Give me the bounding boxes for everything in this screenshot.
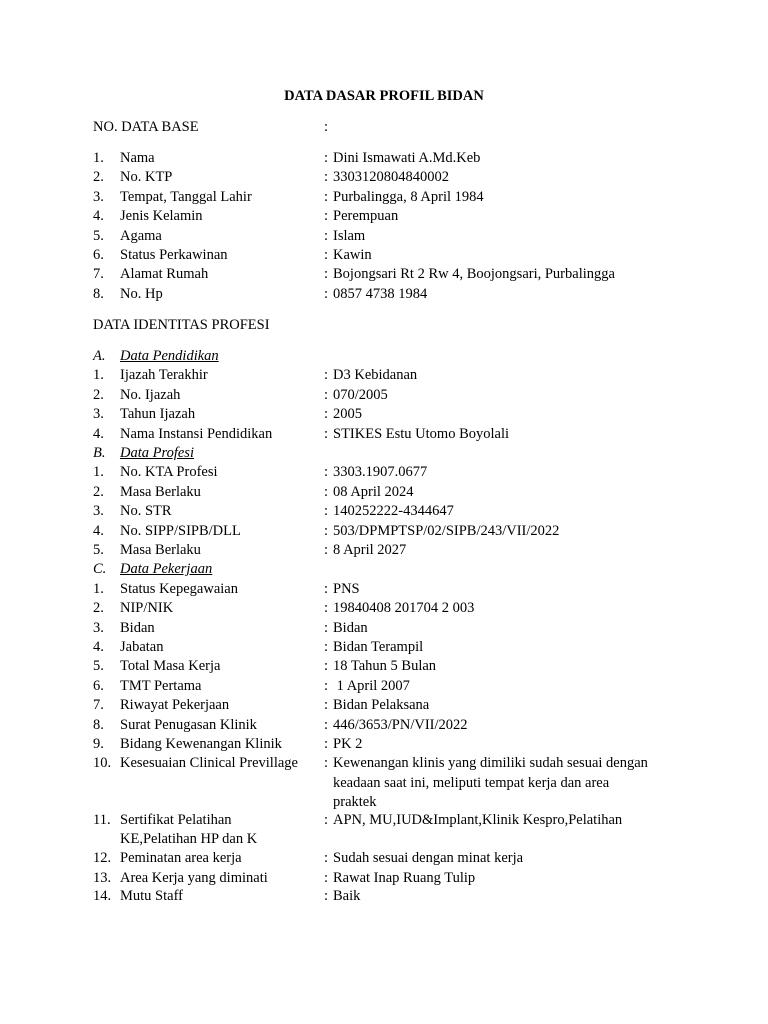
row-value: 8 April 2027 — [333, 542, 407, 558]
section-c-row — [0, 754, 768, 773]
section-letter: B. — [93, 445, 106, 461]
section-title: Data Pekerjaan — [120, 561, 213, 578]
row-label: Status Perkawinan — [120, 247, 228, 263]
colon: : — [324, 227, 329, 244]
row-number: 2. — [93, 169, 104, 186]
row-number: 10. — [93, 755, 112, 772]
row-label: No. KTA Profesi — [120, 464, 218, 481]
colon: : — [324, 169, 329, 186]
row-label: Mutu Staff — [120, 888, 183, 905]
colon: : — [324, 188, 329, 205]
row-number: 2. — [93, 483, 104, 500]
section-c-row-continuation — [0, 830, 768, 849]
personal-row — [0, 285, 768, 304]
colon: : — [324, 386, 329, 403]
colon: : — [324, 736, 329, 752]
row-number: 6. — [93, 677, 104, 694]
row-value: 140252222-4344647 — [333, 503, 454, 520]
row-value: Islam — [333, 227, 366, 244]
row-value: 446/3653/PN/VII/2022 — [333, 716, 468, 733]
colon: : — [324, 150, 329, 166]
row-number: 6. — [93, 247, 104, 263]
section-a-header — [0, 347, 768, 366]
row-value: Bidan Terampil — [333, 639, 424, 655]
row-label: Jenis Kelamin — [120, 208, 203, 225]
personal-row — [0, 246, 768, 265]
row-value: Perempuan — [333, 208, 399, 225]
row-value: Sudah sesuai dengan minat kerja — [333, 850, 524, 867]
section-a-row — [0, 366, 768, 385]
row-number: 2. — [93, 386, 104, 403]
colon: : — [324, 716, 329, 733]
row-label: Sertifikat Pelatihan — [120, 811, 232, 828]
colon: : — [324, 755, 329, 772]
row-number: 3. — [93, 503, 104, 520]
colon: : — [324, 542, 329, 558]
row-label: No. STR — [120, 503, 172, 520]
row-label: Nama Instansi Pendidikan — [120, 425, 273, 442]
colon: : — [324, 285, 329, 302]
colon: : — [324, 869, 329, 886]
row-number: 3. — [93, 406, 104, 423]
row-number: 5. — [93, 658, 104, 675]
section-letter: A. — [93, 348, 106, 364]
row-number: 7. — [93, 266, 104, 283]
row-value: 18 Tahun 5 Bulan — [333, 658, 437, 675]
row-number: 14. — [93, 888, 112, 905]
section-b-header — [0, 444, 768, 463]
database-label: NO. DATA BASE — [93, 119, 199, 135]
colon: : — [324, 619, 329, 636]
section-c-row — [0, 869, 768, 888]
colon: : — [324, 483, 329, 500]
section-c-row — [0, 677, 768, 696]
row-label: TMT Pertama — [120, 677, 202, 694]
colon: : — [324, 677, 329, 694]
colon: : — [324, 522, 329, 539]
section-c-row — [0, 811, 768, 830]
section-b-row — [0, 463, 768, 482]
colon: : — [324, 503, 329, 520]
colon: : — [324, 658, 329, 675]
row-number: 4. — [93, 208, 104, 225]
row-label-continuation: KE,Pelatihan HP dan K — [120, 831, 258, 847]
colon: : — [324, 850, 329, 867]
row-value: Baik — [333, 888, 361, 905]
row-label: Bidang Kewenangan Klinik — [120, 736, 282, 752]
row-number: 5. — [93, 542, 104, 558]
section-c-row — [0, 849, 768, 868]
row-label: Alamat Rumah — [120, 266, 209, 283]
row-number: 3. — [93, 619, 104, 636]
row-label: Ijazah Terakhir — [120, 367, 208, 384]
row-value: Bojongsari Rt 2 Rw 4, Boojongsari, Purbalingga — [333, 266, 615, 283]
row-number: 1. — [93, 464, 104, 481]
row-label: Masa Berlaku — [120, 483, 201, 500]
row-value: D3 Kebidanan — [333, 367, 418, 384]
row-value: Kewenangan klinis yang dimiliki sudah sesuai dengan — [333, 755, 648, 772]
row-label: Area Kerja yang diminati — [120, 869, 268, 886]
row-value: 2005 — [333, 406, 362, 423]
row-number: 12. — [93, 850, 112, 867]
row-label: Status Kepegawaian — [120, 580, 238, 597]
row-value: APN, MU,IUD&Implant,Klinik Kespro,Pelatihan — [333, 811, 623, 828]
row-label: Peminatan area kerja — [120, 850, 242, 867]
colon: : — [324, 464, 329, 481]
row-label: Tempat, Tanggal Lahir — [120, 188, 252, 205]
colon: : — [324, 600, 329, 617]
row-number: 5. — [93, 227, 104, 244]
row-label: No. Ijazah — [120, 386, 181, 403]
row-value: STIKES Estu Utomo Boyolali — [333, 425, 510, 442]
row-number: 8. — [93, 716, 104, 733]
row-number: 1. — [93, 580, 104, 597]
row-value: 0857 4738 1984 — [333, 285, 428, 302]
section-c-row — [0, 887, 768, 906]
row-value: Kawin — [333, 247, 372, 263]
row-value: 070/2005 — [333, 386, 388, 403]
personal-row — [0, 265, 768, 284]
row-value-continuation: praktek — [333, 794, 377, 811]
row-label: Jabatan — [120, 639, 164, 655]
row-number: 9. — [93, 736, 104, 752]
row-value-continuation: keadaan saat ini, meliputi tempat kerja dan area — [333, 774, 610, 791]
colon: : — [324, 811, 329, 828]
row-number: 11. — [93, 811, 111, 828]
section-c-row — [0, 580, 768, 599]
section-c-row — [0, 599, 768, 618]
row-label: Total Masa Kerja — [120, 658, 221, 675]
row-label: Bidan — [120, 619, 155, 636]
section-a-row — [0, 386, 768, 405]
row-label: No. Hp — [120, 285, 163, 302]
row-label: No. KTP — [120, 169, 173, 186]
row-number: 1. — [93, 367, 104, 384]
personal-row — [0, 188, 768, 207]
section-b-row — [0, 502, 768, 521]
row-label: NIP/NIK — [120, 600, 174, 617]
section-b-row — [0, 541, 768, 560]
colon: : — [324, 639, 329, 655]
colon: : — [324, 888, 329, 905]
row-value: Rawat Inap Ruang Tulip — [333, 869, 476, 886]
section-c-row — [0, 696, 768, 715]
row-label: Riwayat Pekerjaan — [120, 697, 230, 714]
colon: : — [324, 208, 329, 225]
row-number: 3. — [93, 188, 104, 205]
colon: : — [324, 697, 329, 714]
section-c-row — [0, 657, 768, 676]
personal-row — [0, 149, 768, 168]
personal-row — [0, 168, 768, 187]
row-value: 19840408 201704 2 003 — [333, 600, 475, 617]
row-value: 1 April 2007 — [333, 677, 410, 694]
row-value: Bidan Pelaksana — [333, 697, 430, 714]
colon: : — [324, 247, 329, 263]
document-title: DATA DASAR PROFIL BIDAN — [284, 88, 484, 104]
personal-row — [0, 227, 768, 246]
row-number: 7. — [93, 697, 104, 714]
section-a-row — [0, 425, 768, 444]
row-label: No. SIPP/SIPB/DLL — [120, 522, 241, 539]
identity-heading-row — [0, 316, 768, 335]
section-c-header — [0, 560, 768, 579]
row-value: 3303.1907.0677 — [333, 464, 428, 481]
row-value: PNS — [333, 580, 360, 597]
section-b-row — [0, 483, 768, 502]
row-number: 4. — [93, 522, 104, 539]
colon: : — [324, 580, 329, 597]
row-number: 13. — [93, 869, 112, 886]
row-number: 4. — [93, 639, 104, 655]
section-c-row — [0, 716, 768, 735]
section-a-row — [0, 405, 768, 424]
section-title: Data Pendidikan — [120, 348, 219, 364]
row-label: Agama — [120, 227, 162, 244]
row-value: 3303120804840002 — [333, 169, 449, 186]
row-number: 2. — [93, 600, 104, 617]
row-value: Dini Ismawati A.Md.Keb — [333, 150, 481, 166]
section-letter: C. — [93, 561, 107, 578]
row-label: Masa Berlaku — [120, 542, 201, 558]
row-value: 08 April 2024 — [333, 483, 414, 500]
row-label: Surat Penugasan Klinik — [120, 716, 257, 733]
section-c-row — [0, 638, 768, 657]
section-title: Data Profesi — [120, 445, 194, 461]
row-value: Purbalingga, 8 April 1984 — [333, 188, 484, 205]
row-number: 4. — [93, 425, 104, 442]
colon: : — [324, 425, 329, 442]
section-c-row-continuation — [0, 774, 768, 793]
identity-heading: DATA IDENTITAS PROFESI — [93, 317, 270, 333]
colon: : — [324, 119, 329, 135]
colon: : — [324, 406, 329, 423]
row-number: 8. — [93, 285, 104, 302]
row-value: Bidan — [333, 619, 368, 636]
row-value: 503/DPMPTSP/02/SIPB/243/VII/2022 — [333, 522, 560, 539]
row-label: Tahun Ijazah — [120, 406, 196, 423]
row-value: PK 2 — [333, 736, 363, 752]
section-b-row — [0, 522, 768, 541]
section-c-row — [0, 735, 768, 754]
colon: : — [324, 367, 329, 384]
row-label: Kesesuaian Clinical Previllage — [120, 755, 298, 772]
colon: : — [324, 266, 329, 283]
row-label: Nama — [120, 150, 155, 166]
section-c-row — [0, 619, 768, 638]
row-number: 1. — [93, 150, 104, 166]
database-row — [0, 118, 768, 137]
personal-row — [0, 207, 768, 226]
